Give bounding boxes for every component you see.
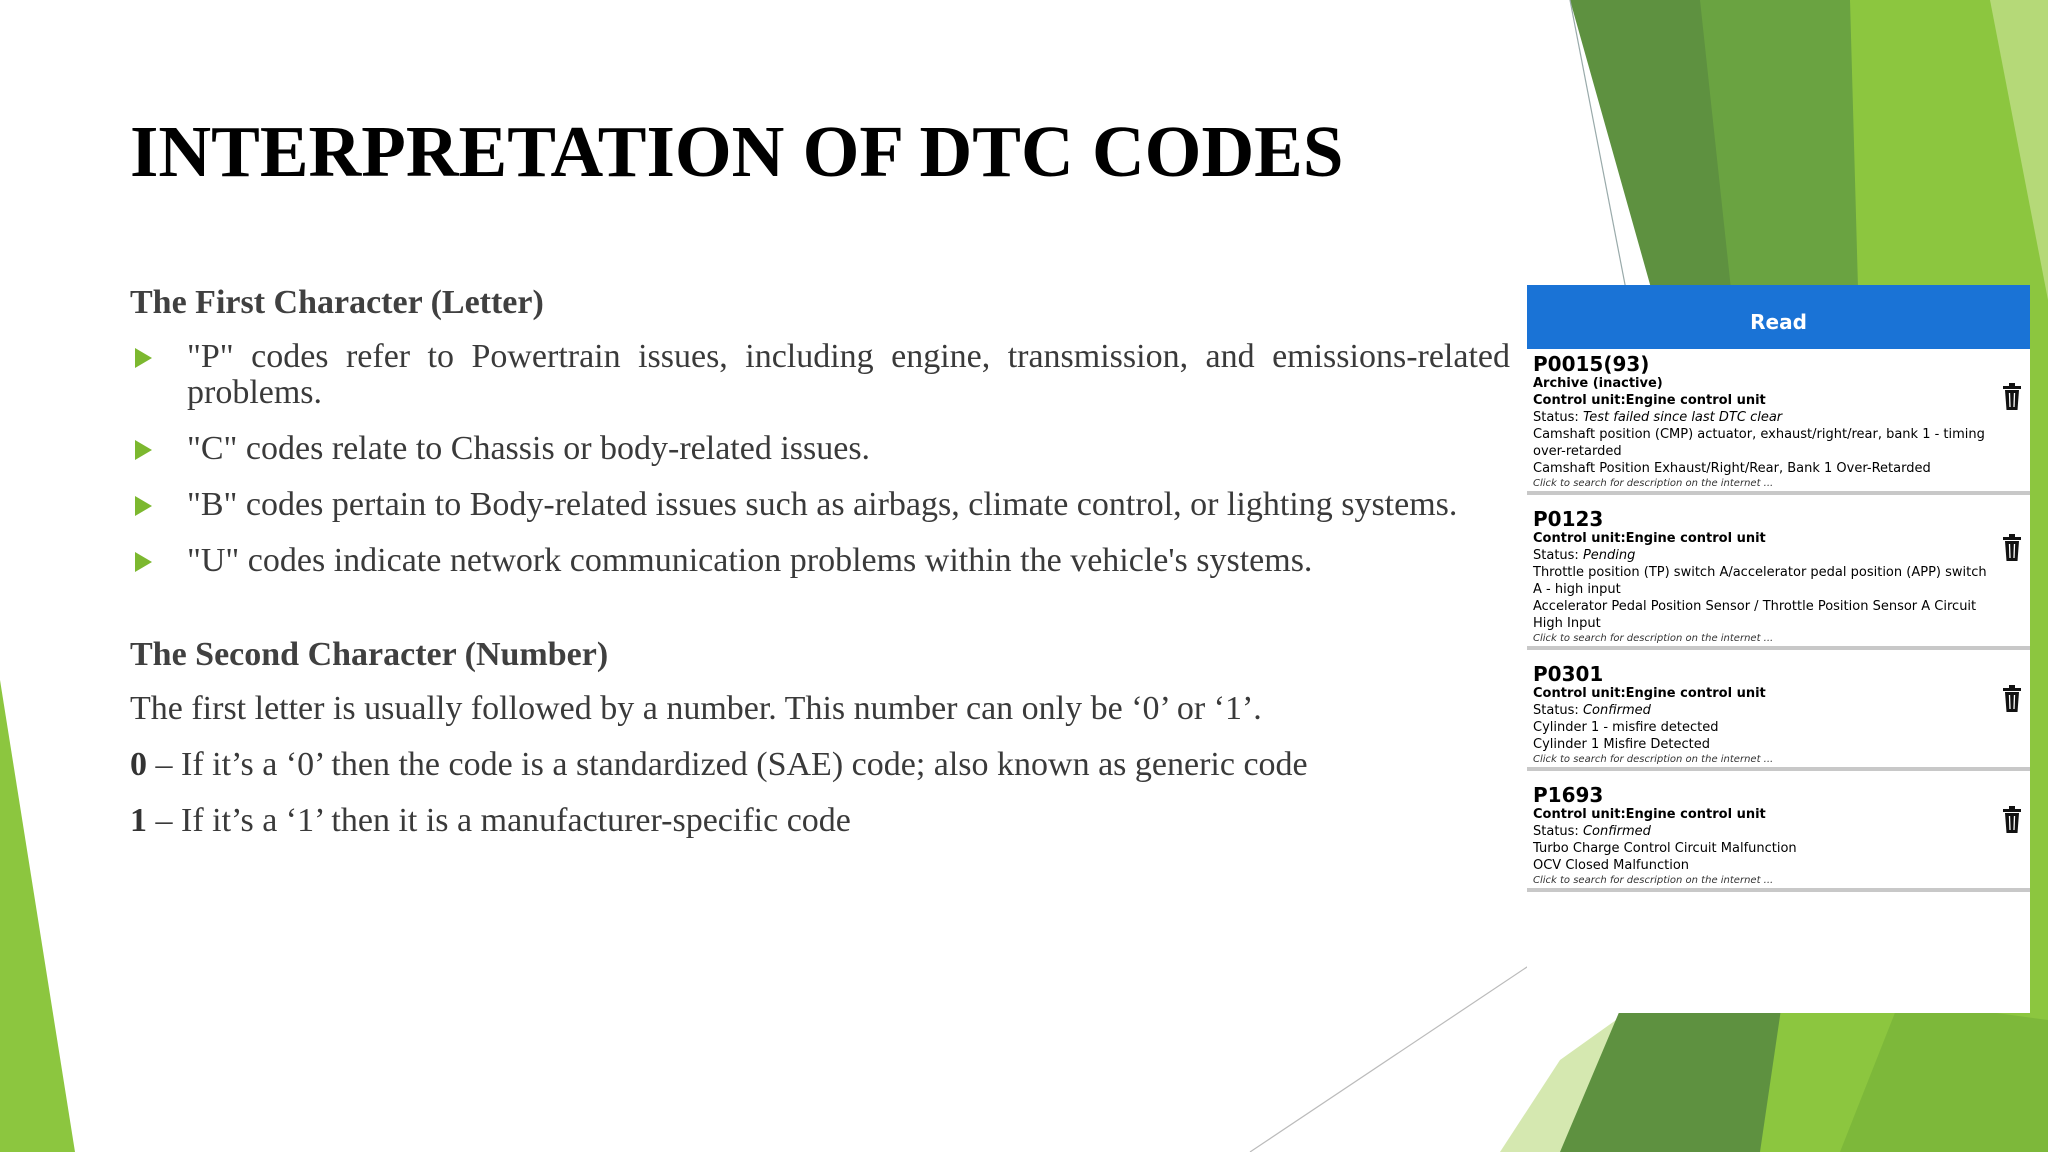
bullet-item-b-codes bbox=[130, 487, 1510, 523]
dtc-entry-p0015[interactable] bbox=[1527, 349, 2030, 495]
trash-icon[interactable] bbox=[2002, 383, 2022, 411]
dtc-reader-screenshot bbox=[1527, 285, 2030, 1013]
dtc-code: P0015(93) bbox=[1533, 352, 1650, 376]
slide-content bbox=[130, 285, 1510, 859]
status-value: Confirmed bbox=[1582, 703, 1651, 718]
dtc-description-alt: Cylinder 1 Misfire Detected bbox=[1533, 737, 1710, 752]
section-heading-first-character: The First Character (Letter) bbox=[130, 284, 544, 321]
status-label: Status: bbox=[1533, 410, 1583, 425]
bullet-text: "C" codes relate to Chassis or body-related issues. bbox=[187, 430, 871, 467]
trash-icon[interactable] bbox=[2002, 534, 2022, 562]
code-digit: 0 bbox=[130, 746, 147, 783]
dtc-description-alt: OCV Closed Malfunction bbox=[1533, 858, 1690, 873]
status-label: Status: bbox=[1533, 548, 1583, 563]
code-type-text: – If it’s a ‘1’ then it is a manufacturer-specific code bbox=[147, 802, 851, 839]
status-value: Test failed since last DTC clear bbox=[1582, 410, 1783, 425]
read-header[interactable]: Read bbox=[1527, 285, 2030, 349]
dtc-entry-p1693[interactable] bbox=[1527, 780, 2030, 892]
trash-icon[interactable] bbox=[2002, 685, 2022, 713]
dtc-control-unit: Control unit:Engine control unit bbox=[1533, 807, 1766, 822]
triangle-bullet-icon bbox=[135, 440, 152, 460]
triangle-bullet-icon bbox=[135, 496, 152, 516]
dtc-control-unit: Control unit:Engine control unit bbox=[1533, 686, 1766, 701]
bullet-text: "B" codes pertain to Body-related issues such as airbags, climate control, or lighting systems. bbox=[187, 486, 1458, 523]
code-type-text: – If it’s a ‘0’ then the code is a standardized (SAE) code; also known as generic code bbox=[147, 746, 1308, 783]
bullet-text: "U" codes indicate network communication problems within the vehicle's systems. bbox=[187, 542, 1313, 579]
dtc-control-unit: Control unit:Engine control unit bbox=[1533, 531, 1766, 546]
bullet-text: "P" codes refer to Powertrain issues, including engine, transmission, and emissions-related problems. bbox=[187, 338, 1510, 411]
bullet-item-p-codes bbox=[130, 339, 1510, 411]
section-intro: The first letter is usually followed by a number. This number can only be ‘0’ or ‘1’. bbox=[130, 690, 1262, 727]
dtc-description: Camshaft position (CMP) actuator, exhaust/right/rear, bank 1 - timing over-retarded bbox=[1533, 427, 1985, 459]
bullet-item-u-codes bbox=[130, 543, 1510, 579]
dtc-code: P0301 bbox=[1533, 662, 1604, 686]
dtc-status bbox=[1533, 823, 1990, 840]
dtc-status bbox=[1533, 409, 1990, 426]
dtc-description-alt: Accelerator Pedal Position Sensor / Throttle Position Sensor A Circuit High Input bbox=[1533, 599, 1977, 631]
code-type-generic bbox=[130, 747, 1510, 783]
dtc-code: P1693 bbox=[1533, 783, 1604, 807]
triangle-bullet-icon bbox=[135, 552, 152, 572]
dtc-entry-p0301[interactable] bbox=[1527, 659, 2030, 771]
dtc-archive: Archive (inactive) bbox=[1533, 376, 1663, 391]
dtc-description: Turbo Charge Control Circuit Malfunction bbox=[1533, 841, 1797, 856]
search-link[interactable]: Click to search for description on the internet ... bbox=[1533, 875, 1774, 886]
code-type-manufacturer bbox=[130, 803, 1510, 839]
bullet-list bbox=[130, 339, 1510, 579]
trash-icon[interactable] bbox=[2002, 806, 2022, 834]
status-value: Confirmed bbox=[1582, 824, 1651, 839]
code-digit: 1 bbox=[130, 802, 147, 839]
dtc-status bbox=[1533, 702, 1990, 719]
triangle-bullet-icon bbox=[135, 348, 152, 368]
search-link[interactable]: Click to search for description on the internet ... bbox=[1533, 478, 1774, 489]
dtc-code: P0123 bbox=[1533, 507, 1604, 531]
status-label: Status: bbox=[1533, 824, 1583, 839]
dtc-entry-p0123[interactable] bbox=[1527, 504, 2030, 650]
dtc-description: Throttle position (TP) switch A/accelerator pedal position (APP) switch A - high input bbox=[1533, 565, 1987, 597]
slide-title: INTERPRETATION OF DTC CODES bbox=[130, 111, 1344, 192]
search-link[interactable]: Click to search for description on the internet ... bbox=[1533, 754, 1774, 765]
search-link[interactable]: Click to search for description on the internet ... bbox=[1533, 633, 1774, 644]
status-value: Pending bbox=[1582, 548, 1636, 563]
dtc-control-unit: Control unit:Engine control unit bbox=[1533, 393, 1766, 408]
dtc-description: Cylinder 1 - misfire detected bbox=[1533, 720, 1719, 735]
dtc-description-alt: Camshaft Position Exhaust/Right/Rear, Bank 1 Over-Retarded bbox=[1533, 461, 1931, 476]
section-heading-second-character: The Second Character (Number) bbox=[130, 636, 609, 673]
status-label: Status: bbox=[1533, 703, 1583, 718]
dtc-status bbox=[1533, 547, 1990, 564]
bullet-item-c-codes bbox=[130, 431, 1510, 467]
